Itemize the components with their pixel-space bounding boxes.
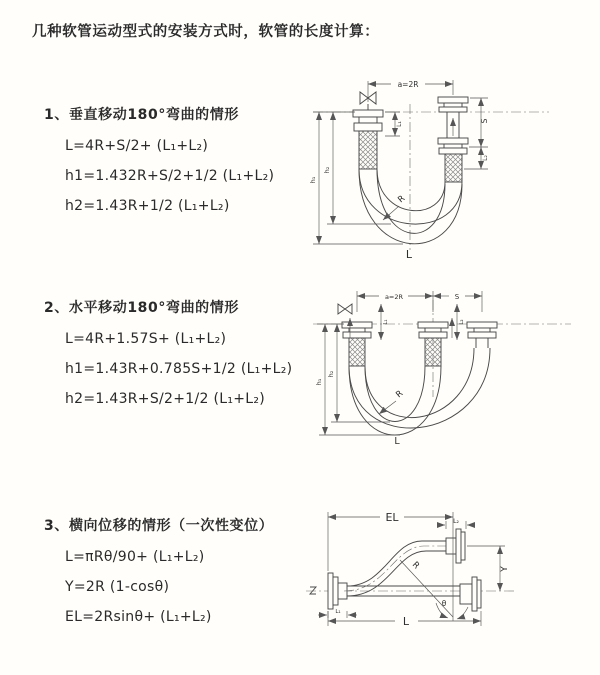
- radius-label: [379, 389, 405, 414]
- dimension-l1: [385, 112, 403, 136]
- right-flange: [467, 322, 497, 348]
- centerlines: [313, 104, 549, 250]
- formula-el: EL=2Rsinθ+ (L₁+L₂): [65, 609, 212, 625]
- dim-label-l1: L₁: [383, 319, 389, 325]
- dim-label-s: S: [454, 293, 460, 301]
- formula-y: Y=2R (1-cosθ): [65, 579, 170, 595]
- formula-h1: h1=1.432R+S/2+1/2 (L₁+L₂): [65, 168, 275, 184]
- dim-label-h2: h₂: [327, 370, 335, 378]
- section-horizontal-movement: [44, 297, 292, 414]
- dim-label-el: EL: [385, 511, 399, 524]
- dim-label-l2: L₂: [459, 319, 465, 325]
- section-lateral-displacement: [44, 515, 273, 632]
- section-heading: 1、垂直移动180°弯曲的情形: [44, 107, 239, 123]
- dim-label-h1: h₁: [315, 378, 323, 386]
- section-heading: 2、水平移动180°弯曲的情形: [44, 300, 239, 316]
- left-flange: [342, 322, 372, 366]
- dim-label-y: Y: [500, 566, 510, 572]
- dim-label-l: L: [402, 615, 410, 628]
- axis-break-mark: [310, 587, 316, 594]
- diagram-lateral-displacement: [300, 503, 590, 653]
- dim-label-s: S: [480, 118, 489, 124]
- dimension-l1: [381, 304, 389, 340]
- dim-label-l2: L₂: [453, 518, 459, 525]
- dimension-l1: [318, 609, 357, 618]
- dimension-l2: [457, 304, 465, 340]
- right-leg: [438, 97, 468, 182]
- dim-label-l: L: [394, 436, 400, 447]
- braided-hose-section: [425, 338, 441, 366]
- dim-label-r: R: [409, 560, 422, 572]
- straight-pipe: [347, 577, 481, 611]
- dimension-span: [357, 291, 482, 312]
- section-vertical-movement: [44, 104, 274, 221]
- dim-label-r: R: [394, 388, 406, 401]
- braided-hose-section: [349, 338, 365, 366]
- dim-label-l1: L₁: [335, 609, 341, 615]
- formula-length: L=πRθ/90+ (L₁+L₂): [65, 549, 205, 565]
- diagram-vertical-movement-180: [303, 72, 558, 262]
- formula-length: L=4R+S/2+ (L₁+L₂): [65, 138, 209, 154]
- dim-label-l1: L₁: [396, 121, 403, 127]
- dim-label-l2: L₂: [482, 155, 489, 161]
- page-title: 几种软管运动型式的安装方式时，软管的长度计算：: [32, 24, 380, 40]
- dim-label-span: a=2R: [384, 293, 404, 301]
- formula-h2: h2=1.43R+S/2+1/2 (L₁+L₂): [65, 391, 266, 407]
- formula-h1: h1=1.43R+0.785S+1/2 (L₁+L₂): [65, 361, 293, 377]
- braided-hose-section: [445, 154, 462, 182]
- dim-label-h2: h₂: [323, 166, 331, 174]
- diagram-horizontal-movement-180: [305, 282, 585, 460]
- dimension-s: [464, 98, 489, 169]
- dimension-l2: [438, 518, 474, 529]
- formula-h2: h2=1.43R+1/2 (L₁+L₂): [65, 198, 230, 214]
- dim-label-h1: h₁: [309, 176, 317, 184]
- dim-label-span: a=2R: [397, 80, 419, 89]
- braided-hose-section: [359, 131, 377, 169]
- dim-label-l: L: [405, 248, 413, 261]
- dimension-l: [328, 611, 481, 628]
- middle-flange: [418, 322, 448, 366]
- dim-label-theta: θ: [441, 599, 447, 608]
- valve-icon: [338, 304, 352, 314]
- left-flange: [353, 110, 383, 169]
- section-heading: 3、横向位移的情形（一次性变位）: [44, 518, 274, 534]
- dimension-h: [309, 112, 403, 244]
- formula-length: L=4R+1.57S+ (L₁+L₂): [65, 331, 227, 347]
- dim-label-r: R: [396, 193, 408, 206]
